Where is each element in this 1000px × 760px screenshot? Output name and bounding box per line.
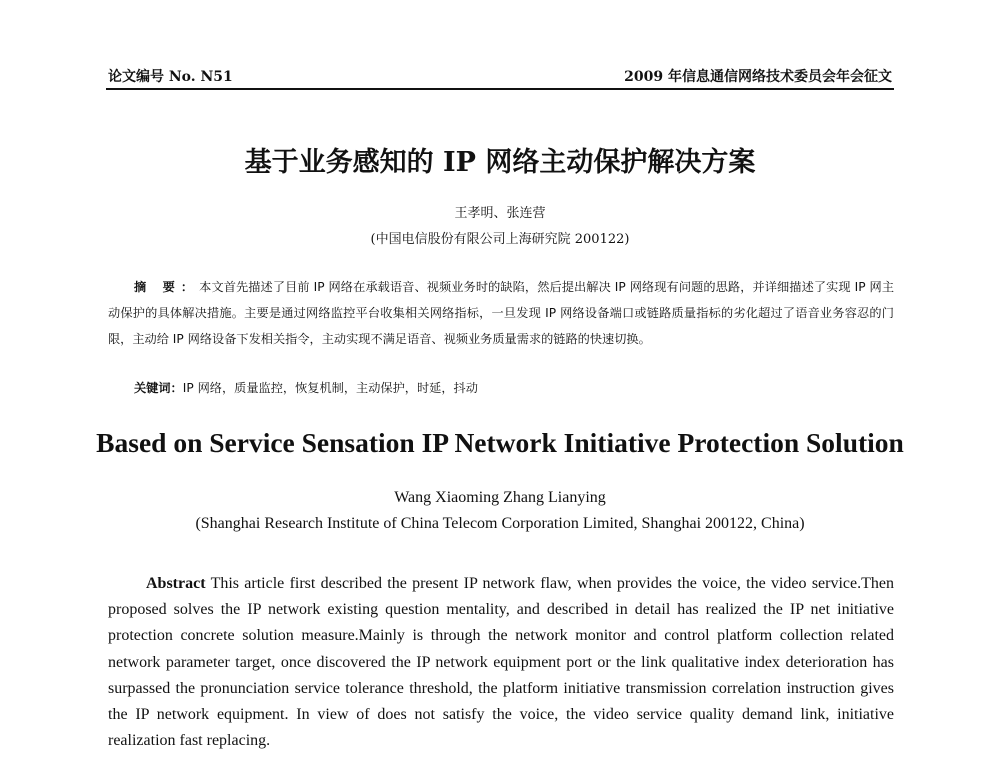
conference-name: 2009 年信息通信网络技术委员会年会征文 [624, 69, 892, 85]
chinese-keywords [134, 378, 894, 398]
chinese-title: 基于业务感知的 IP 网络主动保护解决方案 [244, 147, 756, 178]
english-abstract-label: Abstract [146, 575, 206, 592]
chinese-authors: 王孝明、张连营 [454, 206, 546, 221]
chinese-affiliation: (中国电信股份有限公司上海研究院 200122) [370, 232, 630, 247]
english-abstract [108, 571, 894, 754]
english-authors: Wang Xiaoming Zhang Lianying [394, 489, 606, 506]
chinese-abstract-text: 本文首先描述了目前 IP 网络在承载语音、视频业务时的缺陷，然后提出解决 IP 网络现有问题的思路，并详细描述了实现 IP 网主动保护的具体解决措施。主要是通过网络监控平台收集相关网络指标，一旦发现 IP 网络设备端口或链路质量指标的劣化超过了语音业务容忍的门限，主动给 IP 网络设备下发相关指令，主动实现不满足语音、视频业务质量需求的链路的快速切换。 [108, 280, 895, 346]
paper-number: 论文编号 No. N51 [108, 69, 233, 85]
english-abstract-text: This article first described the present IP network flaw, when provides the voice, the video service.Then proposed solves the IP network existing question mentality, and described in detail has realized the IP net initiative protection concrete solution measure.Mainly is through the network monitor and control platform collection related network parameter target, once discovered the IP network equipment port or the link qualitative index deterioration has surpassed the pronunciation service tolerance threshold, the platform initiative transmission correlation instruction gives the IP network equipment. In view of does not satisfy the voice, the video service quality demand link, initiative realization fast replacing. [108, 575, 894, 750]
chinese-abstract-label: 摘 要： [134, 280, 200, 294]
chinese-abstract [108, 274, 894, 352]
chinese-keywords-text: IP 网络，质量监控，恢复机制，主动保护，时延，抖动 [182, 381, 478, 395]
english-affiliation: (Shanghai Research Institute of China Telecom Corporation Limited, Shanghai 200122, China) [195, 515, 805, 532]
chinese-keywords-label: 关键词： [134, 381, 183, 395]
header-divider [106, 88, 894, 90]
english-title: Based on Service Sensation IP Network Initiative Protection Solution [96, 427, 904, 458]
